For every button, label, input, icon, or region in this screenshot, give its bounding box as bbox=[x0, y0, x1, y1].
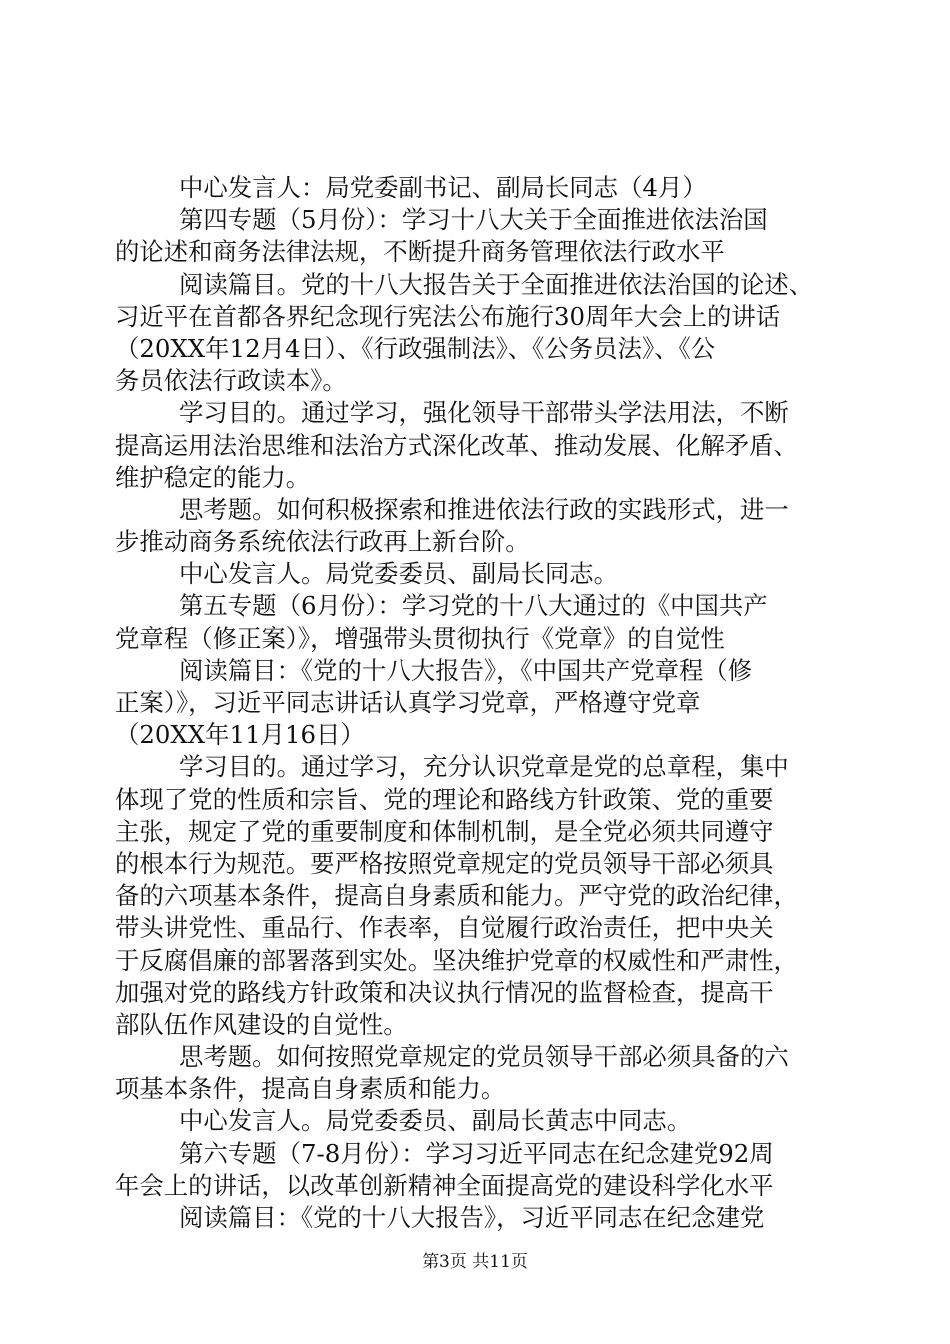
text-line: 备的六项基本条件，提高自身素质和能力。严守党的政治纪律， bbox=[115, 881, 798, 911]
text-line: 第五专题（6月份）：学习党的十八大通过的《中国共产 bbox=[179, 591, 768, 621]
text-line: 体现了党的性质和宗旨、党的理论和路线方针政策、党的重要 bbox=[115, 784, 774, 814]
text-line: 阅读篇目：《党的十八大报告》，习近平同志在纪念建党 bbox=[179, 1203, 765, 1232]
text-line: 学习目的。通过学习，强化领导干部带头学法用法，不断 bbox=[179, 398, 789, 428]
text-line: 加强对党的路线方针政策和决议执行情况的监督检查，提高干 bbox=[115, 977, 774, 1007]
text-line: 项基本条件，提高自身素质和能力。 bbox=[115, 1074, 506, 1104]
text-line: 党章程（修正案）》，增强带头贯彻执行《党章》的自觉性 bbox=[115, 623, 725, 653]
text-line: 步推动商务系统依法行政再上新台阶。 bbox=[115, 527, 530, 557]
text-line: 阅读篇目：《党的十八大报告》，《中国共产党章程（修 bbox=[179, 655, 753, 685]
text-line: 学习目的。通过学习，充分认识党章是党的总章程，集中 bbox=[179, 752, 789, 782]
text-line: 中心发言人。局党委委员、副局长黄志中同志。 bbox=[179, 1106, 692, 1136]
text-line: 于反腐倡廉的部署落到实处。坚决维护党章的权威性和严肃性， bbox=[115, 945, 798, 975]
text-line: 年会上的讲话，以改革创新精神全面提高党的建设科学化水平 bbox=[115, 1170, 774, 1200]
text-line: 主张，规定了党的重要制度和体制机制，是全党必须共同遵守 bbox=[115, 816, 774, 846]
page-footer: 第3页 共11页 bbox=[422, 1252, 528, 1272]
text-line: （20XX年11月16日） bbox=[115, 720, 365, 750]
text-line: 中心发言人：局党委副书记、副局长同志（4月） bbox=[179, 173, 707, 202]
text-line: 的根本行为规范。要严格按照党章规定的党员领导干部必须具 bbox=[115, 848, 774, 878]
text-line: 思考题。如何按照党章规定的党员领导干部必须具备的六 bbox=[179, 1042, 789, 1072]
text-line: 维护稳定的能力。 bbox=[115, 462, 311, 492]
text-line: 的论述和商务法律法规，不断提升商务管理依法行政水平 bbox=[115, 237, 725, 267]
text-line: 务员依法行政读本》。 bbox=[115, 366, 347, 396]
text-line: 第四专题（5月份）：学习十八大关于全面推进依法治国 bbox=[179, 205, 768, 235]
text-line: 部队伍作风建设的自觉性。 bbox=[115, 1009, 408, 1039]
text-line: 提高运用法治思维和法治方式深化改革、推动发展、化解矛盾、 bbox=[115, 430, 798, 460]
text-line: 正案）》，习近平同志讲话认真学习党章，严格遵守党章 bbox=[115, 688, 701, 717]
text-line: 习近平在首都各界纪念现行宪法公布施行30周年大会上的讲话 bbox=[115, 301, 781, 331]
text-line: 带头讲党性、重品行、作表率，自觉履行政治责任，把中央关 bbox=[115, 913, 774, 943]
text-line: 思考题。如何积极探索和推进依法行政的实践形式，进一 bbox=[179, 494, 789, 524]
text-line: 中心发言人。局党委委员、副局长同志。 bbox=[179, 559, 619, 589]
document-body bbox=[115, 172, 837, 1234]
text-line: 阅读篇目。党的十八大报告关于全面推进依法治国的论述、 bbox=[179, 269, 814, 299]
text-line: 第六专题（7-8月份）：学习习近平同志在纪念建党92周 bbox=[179, 1138, 774, 1168]
text-line: （20XX年12月4日）、《行政强制法》、《公务员法》、《公 bbox=[115, 333, 716, 363]
